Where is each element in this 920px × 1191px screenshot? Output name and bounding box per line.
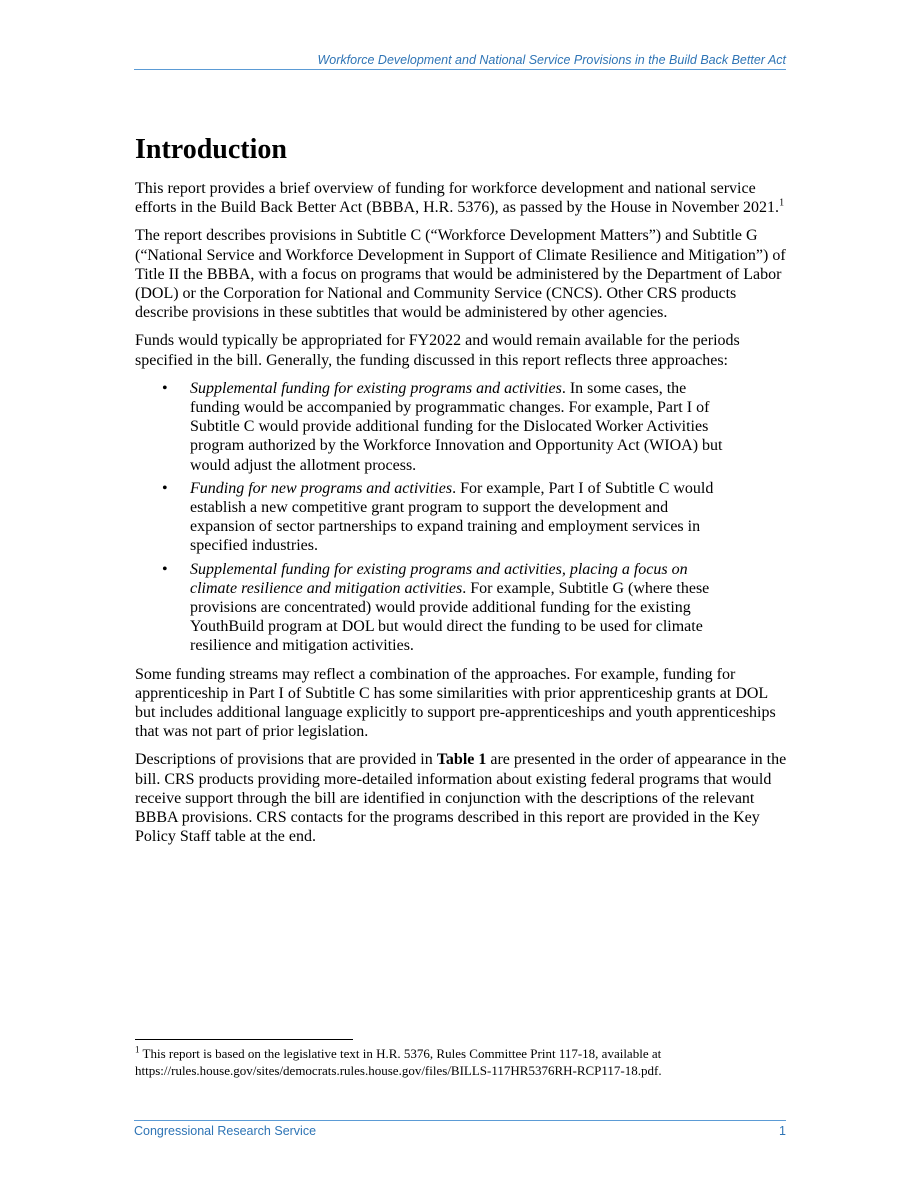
list-item (135, 560, 787, 656)
footer-org: Congressional Research Service (134, 1124, 317, 1138)
paragraph-5-end: are presented in the order of appearance in the bill. CRS products providing more-detailed information about existing federal programs that would receive support through the bill are identified in conjunction with the descriptions of the relevant BBBA provisions. CRS contacts for the programs described in this report are provided in the Key Policy Staff table at the end. (135, 751, 787, 846)
page-number: 1 (779, 1124, 786, 1138)
footnote (135, 1046, 787, 1079)
paragraph-5 (135, 750, 787, 846)
paragraph-3: Funds would typically be appropriated for FY2022 and would remain available for the periods specified in the bill. Generally, the funding discussed in this report reflects three approaches: (135, 332, 740, 369)
main-content (135, 133, 787, 856)
bullet-lead: Supplemental funding for existing programs and activities (190, 379, 562, 397)
footnote-divider (135, 1039, 353, 1040)
list-item (135, 479, 787, 556)
paragraph-5-start: Descriptions of provisions that are provided in (135, 751, 437, 769)
paragraph-1 (135, 179, 787, 217)
bullet-icon: • (162, 560, 168, 578)
list-item (135, 379, 787, 475)
paragraph-2: The report describes provisions in Subtitle C (“Workforce Development Matters”) and Subtitle G (“National Service and Workforce Development in Support of Climate Resilience and Mitigation”) of Title II the BBBA, with a focus on programs that would be administered by the Department of Labor (DOL) or the Corporation for National and Community Service (CNCS). Other CRS products describe provisions in these subtitles that would be administered by other agencies. (135, 227, 786, 322)
bullet-lead: Funding for new programs and activities (190, 479, 453, 497)
running-footer (134, 1120, 786, 1138)
footnote-ref[interactable]: 1 (779, 197, 785, 209)
bullet-text: . For example, Subtitle G (where these provisions are concentrated) would provide additional funding for the existing YouthBuild program at DOL but would direct the funding to be used for climate resilience and mitigation activities. (190, 579, 710, 655)
table-1-link[interactable]: Table 1 (436, 751, 487, 769)
running-header: Workforce Development and National Service Provisions in the Build Back Better Act (134, 53, 786, 70)
bullet-lead: Supplemental funding for existing programs and activities, placing a focus on climate resilience and mitigation activities (190, 560, 688, 597)
bullet-icon: • (162, 379, 168, 397)
section-heading: Introduction (135, 134, 287, 165)
paragraph-4: Some funding streams may reflect a combination of the approaches. For example, funding for apprenticeship in Part I of Subtitle C has some similarities with prior apprenticeship grants at DOL but includes additional language explicitly to support pre-apprenticeships and youth apprenticeships that was not part of prior legislation. (135, 665, 776, 741)
footnote-number: 1 (135, 1044, 140, 1055)
approach-list (135, 379, 787, 656)
bullet-text: . For example, Part I of Subtitle C would establish a new competitive grant program to support the development and expansion of sector partnerships to expand training and employment services in specified industries. (190, 479, 714, 555)
paragraph-1-text: This report provides a brief overview of funding for workforce development and national service efforts in the Build Back Better Act (BBBA, H.R. 5376), as passed by the House in November 2021. (135, 180, 780, 217)
bullet-text: . In some cases, the funding would be accompanied by programmatic changes. For example, Part I of Subtitle C would provide additional funding for the Dislocated Worker Activities program authorized by the Workforce Innovation and Opportunity Act (WIOA) but would adjust the allotment process. (190, 379, 723, 474)
bullet-icon: • (162, 479, 168, 497)
footnote-text: This report is based on the legislative text in H.R. 5376, Rules Committee Print 117-18, available at https://rules.house.gov/sites/democrats.rules.house.gov/files/BILLS-117HR5376RH-RCP117-18.pdf. (135, 1046, 662, 1078)
